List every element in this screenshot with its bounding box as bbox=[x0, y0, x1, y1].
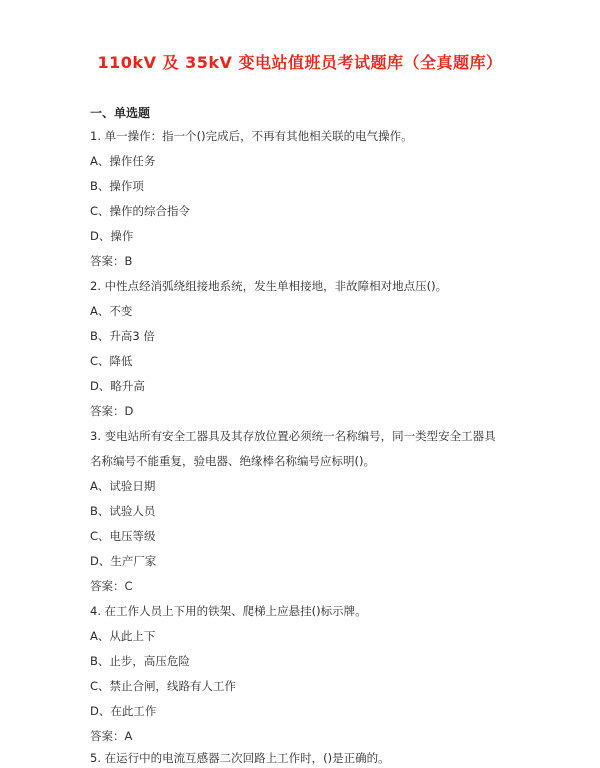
question-1-option-d: D、操作 bbox=[90, 229, 134, 243]
question-4-option-b: B、止步，高压危险 bbox=[90, 654, 190, 668]
question-4-stem: 4. 在工作人员上下用的铁架、爬梯上应悬挂()标示牌。 bbox=[90, 604, 367, 618]
question-3-option-a: A、试验日期 bbox=[90, 479, 156, 493]
question-2-option-b: B、升高3 倍 bbox=[90, 329, 155, 343]
question-1-answer: 答案：B bbox=[90, 254, 133, 268]
question-3-stem-line-1: 3. 变电站所有安全工器具及其存放位置必须统一名称编号，同一类型安全工器具 bbox=[90, 429, 496, 443]
question-2-stem: 2. 中性点经消弧绕组接地系统，发生单相接地，非故障相对地点压()。 bbox=[90, 279, 448, 293]
question-1-stem: 1. 单一操作：指一个()完成后，不再有其他相关联的电气操作。 bbox=[90, 129, 413, 143]
question-3-stem-line-2: 名称编号不能重复，验电器、绝缘棒名称编号应标明()。 bbox=[90, 454, 375, 468]
question-1-option-c: C、操作的综合指令 bbox=[90, 204, 191, 218]
question-1-option-a: A、操作任务 bbox=[90, 154, 156, 168]
question-4-option-d: D、在此工作 bbox=[90, 704, 157, 718]
question-2-option-a: A、不变 bbox=[90, 304, 133, 318]
question-3-option-b: B、试验人员 bbox=[90, 504, 156, 518]
question-2-option-c: C、降低 bbox=[90, 354, 133, 368]
question-3-option-d: D、生产厂家 bbox=[90, 554, 157, 568]
question-5-stem: 5. 在运行中的电流互感器二次回路上工作时，()是正确的。 bbox=[90, 751, 390, 765]
question-1-option-b: B、操作项 bbox=[90, 179, 144, 193]
question-3-option-c: C、电压等级 bbox=[90, 529, 156, 543]
question-4-option-c: C、禁止合闸，线路有人工作 bbox=[90, 679, 237, 693]
document-title: 110kV 及 35kV 变电站值班员考试题库（全真题库） bbox=[97, 53, 503, 72]
question-2-answer: 答案：D bbox=[90, 404, 134, 418]
question-4-option-a: A、从此上下 bbox=[90, 629, 156, 643]
section-heading: 一、单选题 bbox=[90, 106, 151, 120]
question-4-answer: 答案：A bbox=[90, 729, 133, 743]
question-2-option-d: D、略升高 bbox=[90, 379, 145, 393]
question-3-answer: 答案：C bbox=[90, 579, 133, 593]
